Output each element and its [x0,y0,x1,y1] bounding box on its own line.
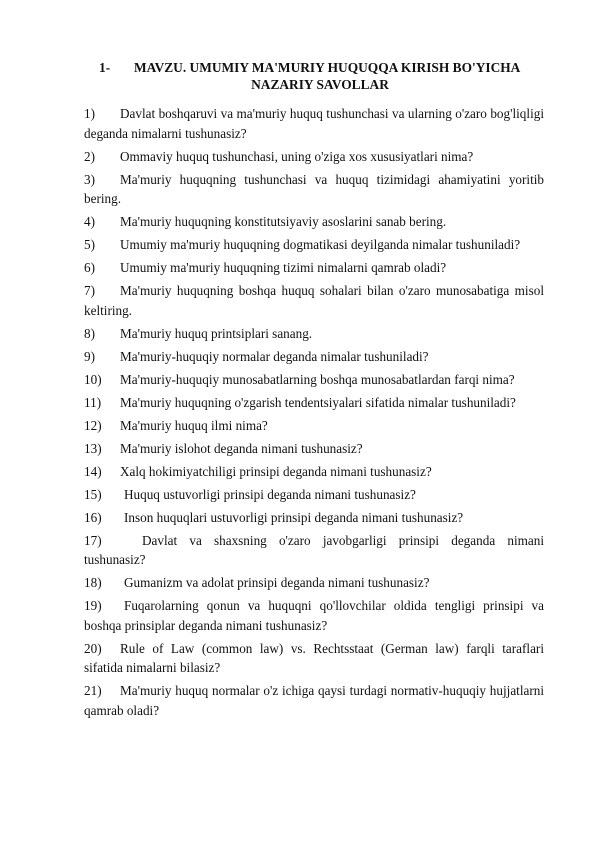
question-text: Xalq hokimiyatchiligi prinsipi deganda nimani tushunasiz? [120,463,432,479]
question-text: Ma'muriy-huquqiy normalar deganda nimalar tushuniladi? [120,348,429,364]
question-text: Ma'muriy huquq normalar o'z ichiga qaysi turdagi normativ-huquqiy hujjatlarni qamrab oladi? [84,683,544,718]
question-item [84,462,544,482]
question-text: Ma'muriy-huquqiy munosabatlarning boshqa munosabatlardan farqi nima? [120,371,515,387]
question-number: 20) [84,640,102,656]
question-number: 12) [84,417,102,433]
question-number: 7) [84,283,95,299]
question-number: 10) [84,371,102,387]
question-item [84,596,544,635]
question-text: Umumiy ma'muriy huquqning dogmatikasi deyilganda nimalar tushuniladi? [120,237,521,253]
question-number: 3) [84,171,95,187]
question-number: 5) [84,237,95,253]
question-number: 11) [84,394,102,410]
question-item [84,639,544,678]
question-item [84,681,544,720]
question-text: Ma'muriy huquq ilmi nima? [120,417,268,433]
heading-line-1: MAVZU. UMUMIY MA'MURIY HUQUQQA KIRISH BO'YICHA [134,60,521,75]
question-text: Ma'muriy huquqning boshqa huquq sohalari bilan o'zaro munosabatiga misol keltiring. [84,283,544,318]
question-text: Huquq ustuvorligi prinsipi deganda nimani tushunasiz? [124,486,416,502]
question-item [84,258,544,278]
question-text: Fuqarolarning qonun va huquqni qo'llovchilar oldida tengligi prinsipi va boshqa prinsiplar deganda nimani tushunasiz? [84,598,544,633]
question-item [84,573,544,593]
question-text: Inson huquqlari ustuvorligi prinsipi deganda nimani tushunasiz? [124,509,464,525]
question-item [84,281,544,320]
question-item [84,531,544,570]
question-item [84,324,544,344]
question-item [84,439,544,459]
question-number: 19) [84,598,102,614]
question-item [84,347,544,367]
question-number: 6) [84,260,95,276]
question-number: 15) [84,486,102,502]
question-number: 1) [84,106,95,121]
question-text: Ma'muriy islohot deganda nimani tushunasiz? [120,440,363,456]
question-item [84,416,544,436]
question-item [84,147,544,167]
question-number: 13) [84,440,102,456]
question-item [84,235,544,255]
question-item [84,508,544,528]
question-text: Ommaviy huquq tushunchasi, uning o'ziga xos xususiyatlari nima? [120,148,474,164]
question-item [84,104,544,143]
question-text: Davlat va shaxsning o'zaro javobgarligi prinsipi deganda nimani tushunasiz? [84,532,544,568]
question-text: Rule of Law (common law) vs. Rechtsstaat (German law) farqli taraflari sifatida nimalarni bilasiz? [84,640,544,676]
question-text: Ma'muriy huquqning tushunchasi va huquq tizimidagi ahamiyatini yoritib bering. [84,171,544,207]
question-number: 18) [84,575,102,591]
question-item [84,393,544,413]
question-text: Davlat boshqaruvi va ma'muriy huquq tushunchasi va ularning o'zaro bog'liqligi deganda nimalarni tushunasiz? [84,106,544,141]
question-text: Ma'muriy huquqning o'zgarish tendentsiyalari sifatida nimalar tushuniladi? [120,394,516,410]
question-number: 14) [84,463,102,479]
question-list [84,104,544,720]
question-text: Umumiy ma'muriy huquqning tizimi nimalarni qamrab oladi? [120,260,447,276]
question-text: Ma'muriy huquqning konstitutsiyaviy asoslarini sanab bering. [120,214,447,230]
question-number: 17) [84,532,102,548]
heading-number: 1- [99,60,111,75]
question-number: 16) [84,509,102,525]
question-text: Ma'muriy huquq printsiplari sanang. [120,325,313,341]
question-number: 8) [84,325,95,341]
question-text: Gumanizm va adolat prinsipi deganda nimani tushunasiz? [124,575,430,591]
question-number: 4) [84,214,95,230]
question-item [84,485,544,505]
question-item [84,170,544,209]
question-number: 9) [84,348,95,364]
question-item [84,370,544,390]
heading-line-2: NAZARIY SAVOLLAR [251,76,389,92]
question-number: 21) [84,683,102,699]
question-item [84,212,544,232]
question-number: 2) [84,148,95,164]
